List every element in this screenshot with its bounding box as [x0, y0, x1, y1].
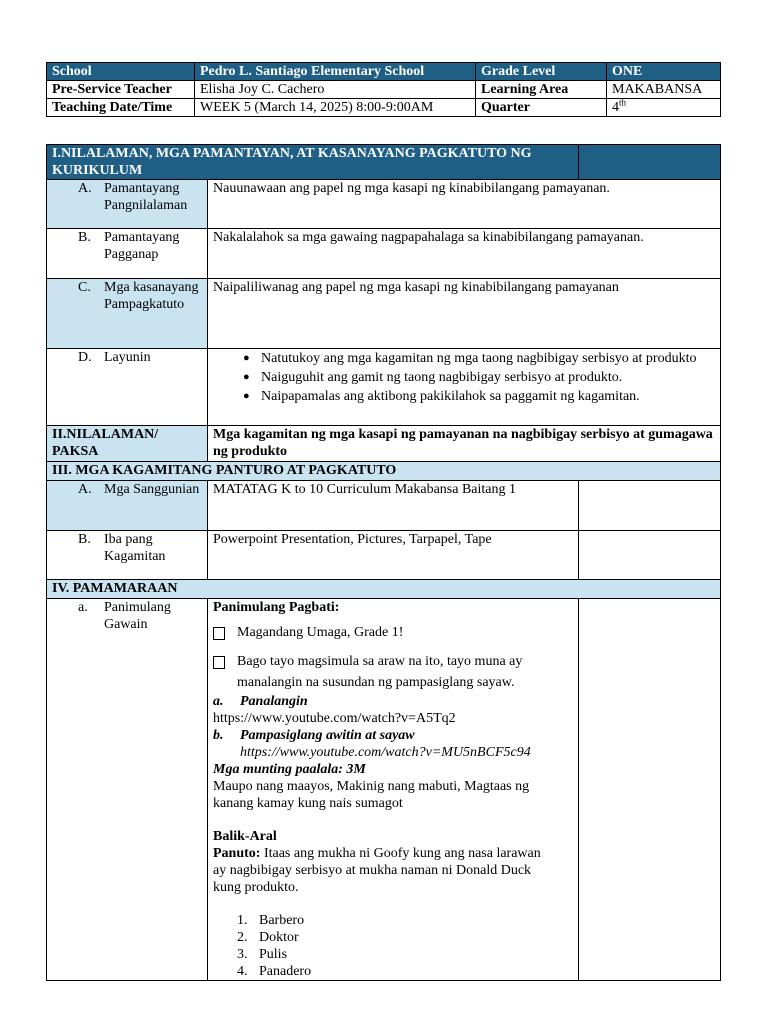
quarter-number: 4: [612, 100, 619, 115]
row-s4a-content: [208, 599, 579, 981]
objective-item: ● Naiguguhit ang gamit ng taong nagbibigay serbisyo at produkto.: [243, 368, 715, 387]
row-s3b-text: Iba pang Kagamitan: [104, 532, 166, 564]
song-heading: [213, 727, 573, 744]
date-value: WEEK 5 (March 14, 2025) 8:00-9:00AM: [195, 99, 476, 117]
teacher-value: Elisha Joy C. Cachero: [195, 81, 476, 99]
reminder-title: Mga munting paalala: 3M: [213, 762, 366, 777]
row-kasanayang-pampagkatuto: [47, 279, 721, 349]
list-item: [237, 929, 573, 946]
row-c-letter: C.: [78, 280, 91, 295]
prayer-label: Panalangin: [240, 694, 308, 709]
row-s4a-letter: a.: [78, 600, 88, 615]
row-d-value: [208, 349, 721, 426]
grade-value: ONE: [607, 63, 721, 81]
row-s3a-letter: A.: [78, 482, 92, 497]
row-s4a-blank: [579, 599, 721, 981]
row-s3a-text: Mga Sanggunian: [104, 482, 200, 497]
date-label: Teaching Date/Time: [47, 99, 195, 117]
quarter-suffix: th: [619, 97, 627, 108]
row-s3a-blank: [579, 481, 721, 531]
prayer-link[interactable]: https://www.youtube.com/watch?v=A5Tq2: [213, 711, 456, 726]
lesson-table: [46, 144, 721, 981]
song-link[interactable]: https://www.youtube.com/watch?v=MU5nBCF5c94: [240, 745, 531, 760]
area-value: MAKABANSA: [607, 81, 721, 99]
prayer-heading: [213, 693, 573, 710]
prayer-letter: a.: [213, 694, 224, 709]
row-b-text: Pamantayang Pagganap: [104, 230, 180, 262]
section2-label: II.NILALAMAN/ PAKSA: [47, 426, 208, 462]
section3-header: [47, 462, 721, 481]
objective-item: ● Naipapamalas ang aktibong pakikilahok sa paggamit ng kagamitan.: [243, 387, 715, 406]
school-value: Pedro L. Santiago Elementary School: [195, 63, 476, 81]
greeting-item: [213, 622, 573, 643]
row-pamantayang-pangnilalaman: [47, 180, 721, 229]
list-number: 2.: [237, 930, 248, 945]
list-item: [237, 963, 573, 980]
row-b-letter: B.: [78, 230, 91, 245]
review-title: Balik-Aral: [213, 829, 277, 844]
row-iba-pang-kagamitan: [47, 531, 721, 580]
section2-value: Mga kagamitan ng mga kasapi ng pamayanan na nagbibigay serbisyo at gumagawa ng produkto: [208, 426, 721, 462]
list-text: Doktor: [259, 930, 299, 945]
teacher-label: Pre-Service Teacher: [47, 81, 195, 99]
row-b-label: [47, 229, 208, 279]
row-s3b-value: Powerpoint Presentation, Pictures, Tarpapel, Tape: [208, 531, 579, 580]
row-a-label: [47, 180, 208, 229]
section1-title: I.NILALAMAN, MGA PAMANTAYAN, AT KASANAYANG PAGKATUTO NG KURIKULUM: [47, 145, 579, 180]
row-pamantayang-pagganap: [47, 229, 721, 279]
greeting-text-2: Bago tayo magsimula sa araw na ito, tayo muna ay manalangin na susundan ng pampasiglang sayaw.: [237, 654, 523, 690]
objectives-list: [213, 349, 715, 406]
reminder-text: Maupo nang maayos, Makinig nang mabuti, Magtaas ng kanang kamay kung nais sumagot: [213, 779, 530, 811]
instruction-label: Panuto:: [213, 846, 261, 861]
list-number: 4.: [237, 964, 248, 979]
row-sanggunian: [47, 481, 721, 531]
row-nilalaman-paksa: [47, 426, 721, 462]
quarter-label: Quarter: [476, 99, 607, 117]
row-a-value: Nauunawaan ang papel ng mga kasapi ng kinabibilangang pamayanan.: [208, 180, 721, 229]
section4-header: [47, 580, 721, 599]
greeting-text-1: Magandang Umaga, Grade 1!: [237, 625, 404, 640]
info-row-teacher: [47, 81, 721, 99]
row-a-text: Pamantayang Pangnilalaman: [104, 181, 188, 213]
checkbox-icon: [213, 656, 225, 669]
row-s3b-blank: [579, 531, 721, 580]
list-text: Panadero: [259, 964, 312, 979]
school-label: School: [47, 63, 195, 81]
info-row-date: [47, 99, 721, 117]
greeting-item: [213, 651, 573, 693]
row-b-value: Nakalalahok sa mga gawaing nagpapahalaga sa kinabibilangang pamayanan.: [208, 229, 721, 279]
quarter-value: [607, 99, 721, 117]
row-s3a-label: [47, 481, 208, 531]
row-layunin: [47, 349, 721, 426]
section4-title: IV. PAMAMARAAN: [47, 580, 721, 599]
grade-label: Grade Level: [476, 63, 607, 81]
section1-header: [47, 145, 721, 180]
section1-header-blank: [579, 145, 721, 180]
row-c-text: Mga kasanayang Pampagkatuto: [104, 280, 199, 312]
row-s4a-text: Panimulang Gawain: [104, 600, 171, 632]
review-list: [213, 912, 573, 980]
row-c-label: [47, 279, 208, 349]
instruction-text: Itaas ang mukha ni Goofy kung ang nasa larawan ay nagbibigay serbisyo at mukha naman ni Donald Duck kung produkto.: [213, 846, 541, 895]
list-text: Pulis: [259, 947, 288, 962]
list-item: [237, 946, 573, 963]
list-number: 3.: [237, 947, 248, 962]
instruction: [213, 845, 543, 896]
song-label: Pampasiglang awitin at sayaw: [240, 728, 415, 743]
list-text: Barbero: [259, 913, 305, 928]
info-row-school: [47, 63, 721, 81]
list-item: [237, 912, 573, 929]
section3-title: III. MGA KAGAMITANG PANTURO AT PAGKATUTO: [47, 462, 721, 481]
row-d-text: Layunin: [104, 350, 151, 365]
song-letter: b.: [213, 728, 224, 743]
row-s3b-letter: B.: [78, 532, 91, 547]
row-s4a-label: [47, 599, 208, 981]
row-s3a-value: MATATAG K to 10 Curriculum Makabansa Baitang 1: [208, 481, 579, 531]
row-a-letter: A.: [78, 181, 92, 196]
checkbox-icon: [213, 627, 225, 640]
list-number: 1.: [237, 913, 248, 928]
row-d-label: [47, 349, 208, 426]
row-s3b-label: [47, 531, 208, 580]
row-d-letter: D.: [78, 350, 92, 365]
area-label: Learning Area: [476, 81, 607, 99]
row-panimulang-gawain: [47, 599, 721, 981]
info-table: [46, 62, 721, 117]
objective-item: ● Natutukoy ang mga kagamitan ng mga taong nagbibigay serbisyo at produkto: [243, 349, 715, 368]
row-c-value: Naipaliliwanag ang papel ng mga kasapi ng kinabibilangang pamayanan: [208, 279, 721, 349]
greeting-title: Panimulang Pagbati:: [213, 600, 340, 615]
